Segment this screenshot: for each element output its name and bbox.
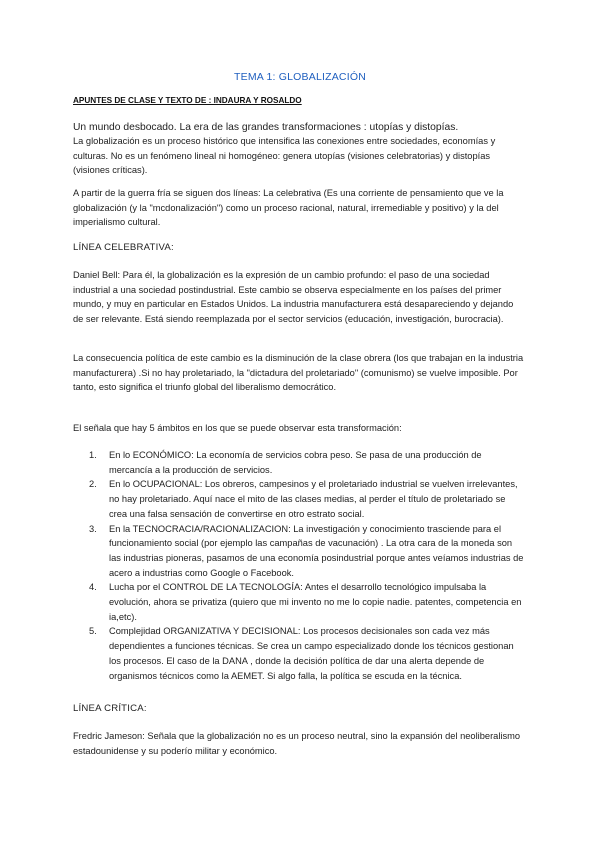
paragraph-intro: La globalización es un proceso histórico que intensifica las conexiones entre sociedades, economías y culturas. No es un fenómeno lineal ni homogéneo: genera utopías (visiones celebratorias) y distopías (visiones críticas).	[73, 136, 496, 176]
heading-linea-critica: LÍNEA CRÍTICA:	[73, 703, 147, 714]
page-title: TEMA 1: GLOBALIZACIÓN	[234, 71, 366, 83]
list-item: 5. Complejidad ORGANIZATIVA Y DECISIONAL: Los procesos decisionales son cada vez más dependientes a funciones técnicas. Se crea un campo especializado donde los técnicos gestionan los procesos. El caso de la DANA , donde la decisión política de dar una alerta depende de organismos técnicos como la AEMET. Si algo falla, la política se escuda en la técnica.	[89, 626, 514, 681]
paragraph-fredric-jameson: Fredric Jameson: Señala que la globalización no es un proceso neutral, sino la expansión del neoliberalismo estadounidense y su poderío militar y económico.	[73, 731, 521, 756]
paragraph-consecuencia-politica: La consecuencia política de este cambio es la disminución de la clase obrera (los que trabajan en la industria manufacturera) .Si no hay proletariado, la "dictadura del proletariado" (comunismo) se vuelve imposible. Por tanto, esto significa el triunfo global del liberalismo democrático.	[73, 353, 524, 393]
ambitos-list	[73, 448, 525, 683]
paragraph-cinco-ambitos: El señala que hay 5 ámbitos en los que se puede observar esta transformación:	[73, 423, 402, 433]
lead-sentence: Un mundo desbocado. La era de las grandes transformaciones : utopías y distopías.	[73, 122, 459, 133]
paragraph-daniel-bell: Daniel Bell: Para él, la globalización es la expresión de un cambio profundo: el paso de una sociedad industrial a una sociedad postindustrial. Este cambio se observa especialmente en los países del primer mundo, y muy en particular en Estados Unidos. La industria manufacturera está desapareciendo y dejando de ser relevante. Está siendo reemplazada por el sector servicios (educación, investigación, burocracia).	[73, 270, 514, 325]
list-item: 2. En lo OCUPACIONAL: Los obreros, campesinos y el proletariado industrial se vuelven irrelevantes, no hay proletariado. Aquí nace el mito de las clases medias, al perder el título de proletariado se crea una falsa sensación de convertirse en otro estrato social.	[89, 479, 518, 519]
list-item: 4. Lucha por el CONTROL DE LA TECNOLOGÍA: Antes el desarrollo tecnológico impulsaba la evolución, ahora se privatiza (quiero que mi invento no me lo copie nadie. patentes, competencia en ia,etc).	[89, 582, 522, 622]
document-subheading: APUNTES DE CLASE Y TEXTO DE : INDAURA Y ROSALDO	[73, 96, 302, 105]
paragraph-two-lines: A partir de la guerra fría se siguen dos líneas: La celebrativa (Es una corriente de pensamiento que ve la globalización (y la "mcdonalización") como un proceso racional, natural, irremediable y positivo) y la del imperialismo cultural.	[73, 188, 504, 228]
list-item: 1. En lo ECONÓMICO: La economía de servicios cobra peso. Se pasa de una producción de mercancía a la producción de servicios.	[89, 450, 482, 475]
list-item: 3. En la TECNOCRACIA/RACIONALIZACION: La investigación y conocimiento trasciende para el funcionamiento social (por ejemplo las campañas de vacunación) . La otra cara de la moneda son las industrias pioneras, pasamos de una economía posindustrial porque antes veíamos industrias de acero a industrias como Google o Facebook.	[89, 523, 524, 578]
heading-linea-celebrativa: LÍNEA CELEBRATIVA:	[73, 242, 174, 253]
